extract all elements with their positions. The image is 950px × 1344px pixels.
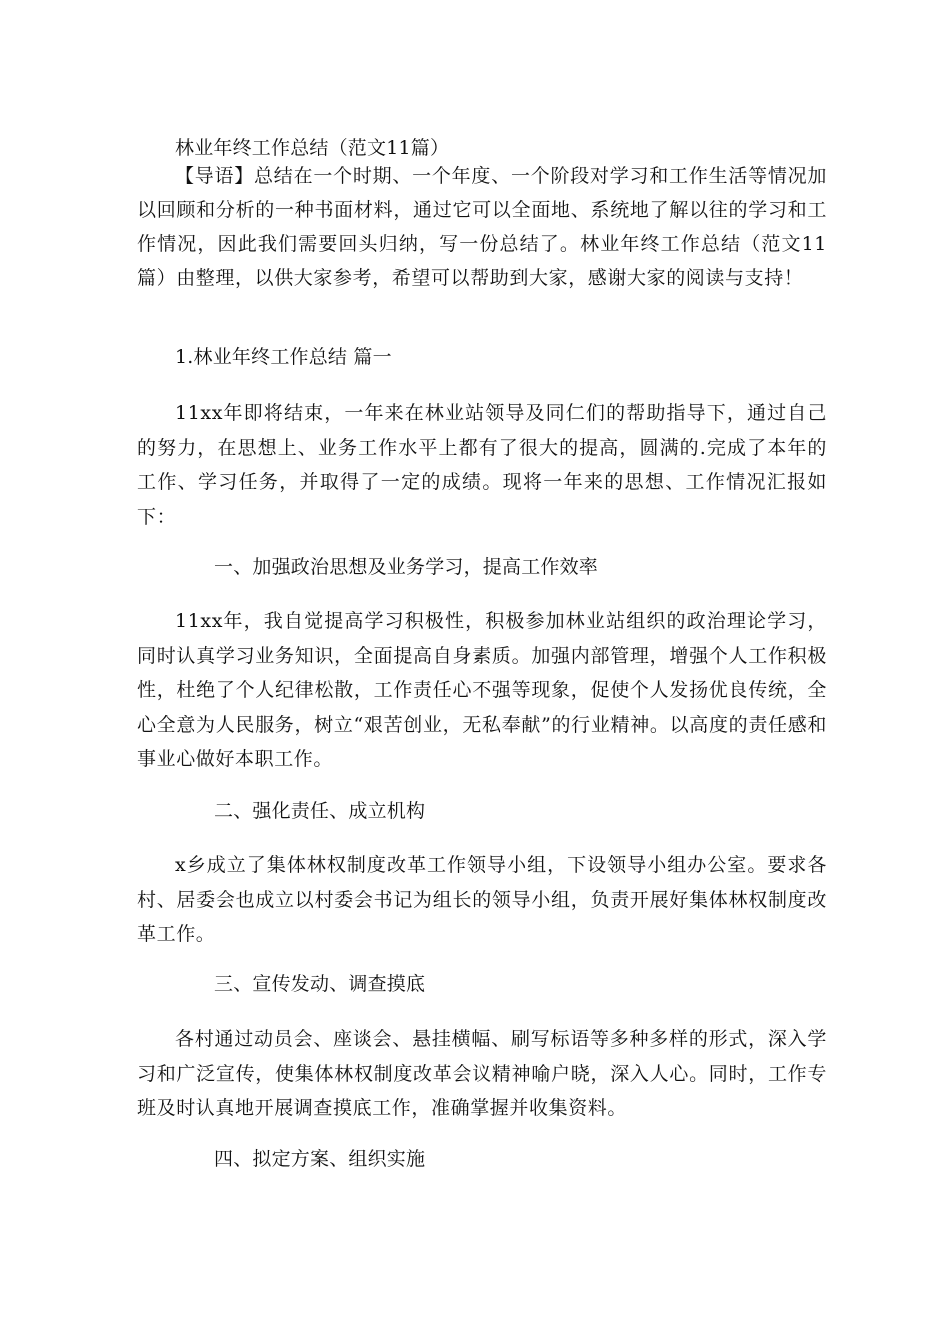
paragraph-2: x乡成立了集体林权制度改革工作领导小组，下设领导小组办公室。要求各村、居委会也成立以村委会书记为组长的领导小组，负责开展好集体林权制度改革工作。 (137, 854, 827, 945)
section-1-title: 1.林业年终工作总结 篇一 (175, 346, 392, 368)
heading-2: 二、强化责任、成立机构 (214, 800, 426, 822)
heading-4: 四、拟定方案、组织实施 (214, 1148, 426, 1170)
paragraph-1: 11xx年，我自觉提高学习积极性，积极参加林业站组织的政治理论学习，同时认真学习业务知识，全面提高自身素质。加强内部管理，增强个人工作积极性，杜绝了个人纪律松散，工作责任心不强等现象，促使个人发扬优良传统，全心全意为人民服务，树立“艰苦创业，无私奉献”的行业精神。以高度的责任感和事业心做好本职工作。 (137, 610, 827, 770)
heading-3: 三、宣传发动、调查摸底 (214, 973, 426, 995)
section-1-paragraph: 11xx年即将结束，一年来在林业站领导及同仁们的帮助指导下，通过自己的努力，在思想上、业务工作水平上都有了很大的提高，圆满的.完成了本年的工作、学习任务，并取得了一定的成绩。现将一年来的思想、工作情况汇报如下： (137, 402, 827, 528)
paragraph-3: 各村通过动员会、座谈会、悬挂横幅、刷写标语等多种多样的形式，深入学习和广泛宣传，使集体林权制度改革会议精神喻户晓，深入人心。同时，工作专班及时认真地开展调查摸底工作，准确掌握并收集资料。 (137, 1028, 827, 1119)
intro-paragraph: 【导语】总结在一个时期、一个年度、一个阶段对学习和工作生活等情况加以回顾和分析的一种书面材料，通过它可以全面地、系统地了解以往的学习和工作情况，因此我们需要回头归纳，写一份总结了。林业年终工作总结（范文11篇）由整理，以供大家参考，希望可以帮助到大家，感谢大家的阅读与支持！ (137, 165, 827, 289)
heading-1: 一、加强政治思想及业务学习，提高工作效率 (214, 556, 599, 578)
document-title: 林业年终工作总结（范文11篇） (175, 137, 450, 159)
